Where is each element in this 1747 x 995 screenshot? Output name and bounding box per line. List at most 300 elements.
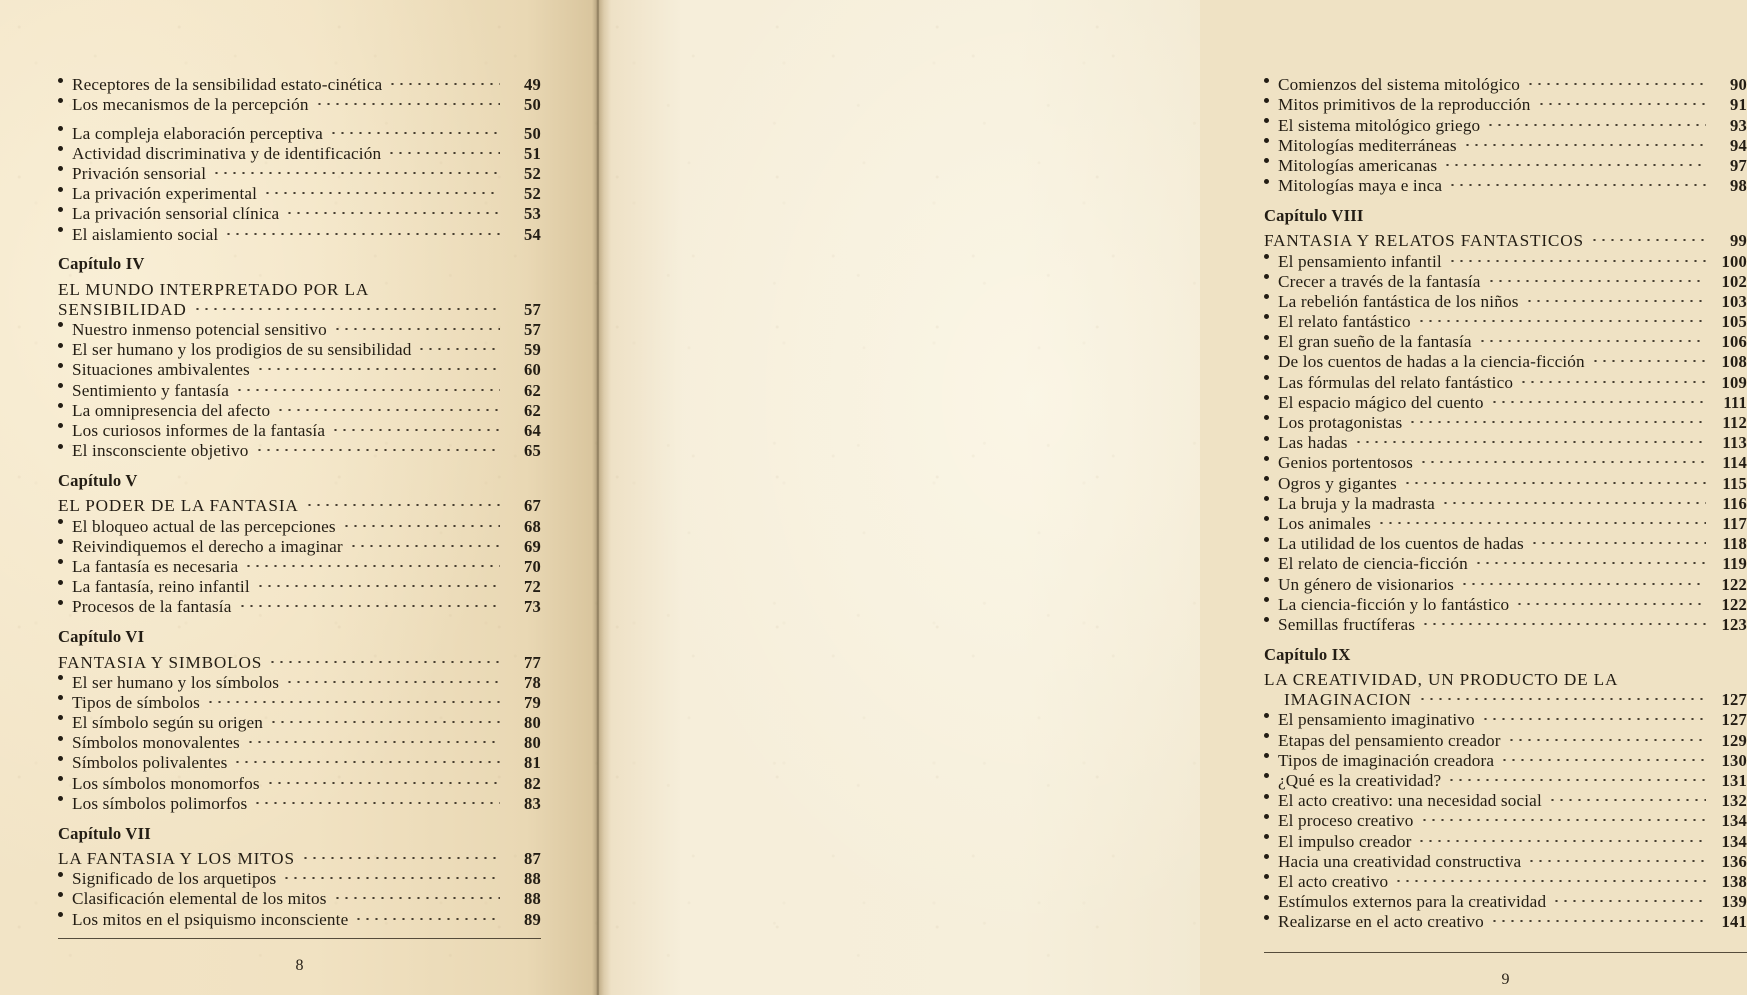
toc-page-number: 88 <box>524 869 541 889</box>
chapter-heading: Capítulo VII <box>58 823 151 843</box>
toc-page-number: 123 <box>1721 614 1747 634</box>
toc-entry-label: ¿Qué es la creatividad? <box>1278 771 1442 790</box>
footer-rule-right <box>1264 952 1747 953</box>
leader-dots <box>285 668 500 688</box>
leader-dots <box>282 864 500 884</box>
bullet-icon <box>1264 415 1278 420</box>
leader-dots <box>266 768 500 788</box>
chapter-title-text: LA CREATIVIDAD, UN PRODUCTO DE LA <box>1264 670 1619 690</box>
leader-dots <box>1448 171 1706 191</box>
leader-dots <box>224 219 500 239</box>
toc-entry-label: Las hadas <box>1278 433 1348 453</box>
toc-page-number: 49 <box>524 75 541 95</box>
toc-entry-label: El bloqueo actual de las percepciones <box>72 516 336 536</box>
toc-entry-label: Receptores de la sensibilidad estato-cinética <box>72 75 383 95</box>
leader-dots <box>233 748 500 768</box>
toc-page-number: 80 <box>524 733 541 753</box>
leader-dots <box>1448 246 1706 266</box>
toc-entry-label: La ciencia-ficción y lo fantástico <box>1278 594 1510 614</box>
leader-dots <box>1519 367 1706 387</box>
toc-entry-label: El insconsciente objetivo <box>72 441 249 461</box>
toc-entry-label: El pensamiento imaginativo <box>1278 710 1475 730</box>
leader-dots <box>244 552 500 572</box>
toc-page-number: 115 <box>1722 473 1747 493</box>
leader-dots <box>1525 287 1706 307</box>
toc-page-number: 72 <box>524 577 541 597</box>
bullet-icon <box>58 207 72 212</box>
bullet-icon <box>58 322 72 327</box>
toc-entry-label: Crecer a través de la fantasía <box>1278 271 1481 291</box>
bullet-icon <box>1264 915 1278 920</box>
toc-entry[interactable] <box>1264 70 1747 95</box>
toc-entry-label: Símbolos monovalentes <box>72 733 240 753</box>
bullet-icon <box>1264 456 1278 461</box>
leader-dots <box>1418 685 1706 705</box>
toc-page-number: 103 <box>1721 291 1747 311</box>
leader-dots <box>1515 590 1706 610</box>
bullet-icon <box>58 343 72 348</box>
toc-entry-label: El gran sueño de la fantasía <box>1278 332 1472 352</box>
leader-dots <box>1490 907 1706 927</box>
leader-dots <box>206 688 500 708</box>
bullet-icon <box>58 363 72 368</box>
toc-page-number: 114 <box>1722 453 1747 473</box>
bullet-icon <box>1264 713 1278 718</box>
chapter-title-row[interactable] <box>1264 226 1747 251</box>
toc-page-number: 138 <box>1721 871 1747 891</box>
toc-page-number: 51 <box>524 143 541 163</box>
toc-entry-label: Tipos de símbolos <box>72 692 200 712</box>
bullet-icon <box>58 715 72 720</box>
bullet-icon <box>1264 179 1278 184</box>
leader-dots <box>1417 307 1706 327</box>
toc-page-number: 136 <box>1721 851 1747 871</box>
bullet-icon <box>58 539 72 544</box>
bullet-icon <box>1264 314 1278 319</box>
leader-dots <box>255 436 500 456</box>
bullet-icon <box>1264 274 1278 279</box>
toc-page-number: 93 <box>1730 115 1747 135</box>
toc-page-number: 112 <box>1722 413 1747 432</box>
leader-dots <box>1421 610 1706 630</box>
bullet-icon <box>58 776 72 781</box>
leader-dots <box>1552 887 1706 907</box>
bullet-icon <box>58 559 72 564</box>
toc-entry-label: Comienzos del sistema mitológico <box>1278 75 1521 95</box>
leader-dots <box>305 491 500 511</box>
toc-entry-label: La rebelión fantástica de los niños <box>1278 291 1519 311</box>
toc-page-number: 90 <box>1730 75 1747 95</box>
toc-page-number: 52 <box>524 184 541 204</box>
bullet-icon <box>1264 516 1278 521</box>
toc-entry-label: Etapas del pensamiento creador <box>1278 730 1501 750</box>
folio-right: 9 <box>1501 971 1510 988</box>
toc-page-number: 80 <box>524 713 541 733</box>
toc-page-number: 82 <box>524 773 541 793</box>
toc-entry-label: Procesos de la fantasía <box>72 597 232 617</box>
toc-entry-label: Nuestro inmenso potencial sensitivo <box>72 320 327 340</box>
toc-entry-label: La omnipresencia del afecto <box>72 400 271 420</box>
chapter-heading: Capítulo IV <box>58 254 145 274</box>
page-left <box>0 0 598 995</box>
toc-page-number: 81 <box>524 753 541 773</box>
chapter-title-row[interactable] <box>58 275 541 299</box>
toc-entry-label: Clasificación elemental de los mitos <box>72 889 327 909</box>
toc-page-number: 122 <box>1721 594 1747 614</box>
toc-entry-label: Los símbolos monomorfos <box>72 773 260 793</box>
toc-entry-label: El símbolo según su origen <box>72 713 264 733</box>
chapter-heading: Capítulo IX <box>1264 644 1351 664</box>
toc-entry-label: El acto creativo <box>1278 871 1389 891</box>
chapter-title-text: LA FANTASIA Y LOS MITOS <box>58 849 295 868</box>
bullet-icon <box>58 600 72 605</box>
toc-entry-label: Realizarse en el acto creativo <box>1278 912 1484 932</box>
folio-left: 8 <box>295 957 304 974</box>
toc-page-number: 118 <box>1722 534 1747 554</box>
toc-page-number: 139 <box>1721 892 1747 912</box>
toc-entry-label: El acto creativo: una necesidad social <box>1278 791 1542 811</box>
leader-dots <box>1527 847 1706 867</box>
leader-dots <box>1478 327 1706 347</box>
leader-dots <box>256 355 500 375</box>
leader-dots <box>333 884 500 904</box>
toc-page-number: 94 <box>1730 135 1747 155</box>
toc-entry-label: Los símbolos polimorfos <box>72 793 248 813</box>
leader-dots <box>333 315 500 335</box>
toc-page-number: 100 <box>1721 251 1747 271</box>
leader-dots <box>1460 569 1706 589</box>
chapter-title-text: IMAGINACION <box>1284 690 1412 710</box>
leader-dots <box>1408 408 1706 428</box>
toc-page-number: 98 <box>1730 176 1747 196</box>
chapter-title-text: FANTASIA Y RELATOS FANTASTICOS <box>1264 231 1584 251</box>
bullet-icon <box>1264 537 1278 542</box>
bullet-icon <box>58 126 72 131</box>
leader-dots <box>1481 705 1706 725</box>
toc-page-number: 54 <box>524 224 541 244</box>
toc-page-number: 87 <box>524 849 541 868</box>
bullet-icon <box>1264 895 1278 900</box>
toc-entry-label: Semillas fructíferas <box>1278 614 1416 634</box>
toc-entry-label: La compleja elaboración perceptiva <box>72 123 323 143</box>
bullet-icon <box>1264 118 1278 123</box>
bullet-icon <box>58 695 72 700</box>
bullet-icon <box>58 187 72 192</box>
leader-dots <box>1474 549 1706 569</box>
leader-dots <box>1443 151 1706 171</box>
bullet-icon <box>1264 294 1278 299</box>
leader-dots <box>387 139 500 159</box>
bullet-icon <box>58 736 72 741</box>
toc-page-number: 70 <box>524 556 541 576</box>
toc-entry-label: La privación experimental <box>72 184 258 204</box>
leader-dots <box>256 572 500 592</box>
leader-dots <box>1591 347 1706 367</box>
toc-entry[interactable] <box>58 118 541 143</box>
bullet-icon <box>1264 773 1278 778</box>
toc-entry-label: Las fórmulas del relato fantástico <box>1278 372 1514 392</box>
bullet-icon <box>1264 138 1278 143</box>
toc-entry-label: Actividad discriminativa y de identificación <box>72 143 382 163</box>
toc-page-number: 89 <box>524 909 541 929</box>
toc-entry-label: El ser humano y los símbolos <box>72 672 280 692</box>
leader-dots <box>268 647 500 667</box>
toc-entry-label: Los curiosos informes de la fantasía <box>72 421 326 440</box>
leader-dots <box>1486 110 1706 130</box>
leader-dots <box>193 295 500 315</box>
toc-page-number: 53 <box>524 204 541 224</box>
toc-entry-label: Los mitos en el psiquismo inconsciente <box>72 909 349 929</box>
toc-entry-label: Estímulos externos para la creatividad <box>1278 892 1547 912</box>
bullet-icon <box>1264 794 1278 799</box>
toc-entry-label: Genios portentosos <box>1278 453 1413 473</box>
toc-page-number: 73 <box>524 597 541 617</box>
toc-page-number: 67 <box>524 496 541 516</box>
toc-entry-label: El relato de ciencia-ficción <box>1278 554 1468 574</box>
toc-entry-label: Mitologías mediterráneas <box>1278 135 1457 155</box>
bullet-icon <box>58 78 72 83</box>
leader-dots <box>1419 448 1706 468</box>
toc-entry-label: La utilidad de los cuentos de hadas <box>1278 534 1524 554</box>
chapter-heading: Capítulo V <box>58 470 138 490</box>
bullet-icon <box>1264 254 1278 259</box>
leader-dots <box>329 118 500 138</box>
leader-dots <box>1420 806 1706 826</box>
bullet-icon <box>58 146 72 151</box>
bullet-icon <box>1264 814 1278 819</box>
toc-page-number: 62 <box>524 400 541 420</box>
toc-page-number: 97 <box>1730 155 1747 175</box>
toc-page-number: 119 <box>1722 554 1747 574</box>
bullet-icon <box>1264 395 1278 400</box>
toc-entry-label: Los animales <box>1278 513 1371 533</box>
chapter-title-row[interactable] <box>1264 665 1747 690</box>
bullet-icon <box>1264 874 1278 879</box>
bullet-icon <box>58 519 72 524</box>
chapter-title-text: EL PODER DE LA FANTASIA <box>58 496 299 516</box>
bullet-icon <box>1264 557 1278 562</box>
bullet-icon <box>1264 78 1278 83</box>
bullet-icon <box>58 444 72 449</box>
bullet-icon <box>58 383 72 388</box>
toc-page-number: 50 <box>524 95 541 115</box>
bullet-icon <box>58 675 72 680</box>
toc-entry-label: El ser humano y los prodigios de su sensibilidad <box>72 340 412 360</box>
toc-page-number: 77 <box>524 652 541 672</box>
bullet-icon <box>1264 854 1278 859</box>
toc-entry-label: Mitos primitivos de la reproducción <box>1278 95 1531 115</box>
toc-page-number: 64 <box>524 421 541 440</box>
leader-dots <box>263 179 500 199</box>
toc-page-number: 99 <box>1730 231 1747 251</box>
bullet-icon <box>58 892 72 897</box>
toc-column-right <box>1264 70 1747 932</box>
toc-page-number: 69 <box>524 536 541 556</box>
leader-dots <box>417 335 500 355</box>
toc-entry-label: El aislamiento social <box>72 224 219 244</box>
bullet-icon <box>1264 158 1278 163</box>
leader-dots <box>1441 489 1706 509</box>
toc-entry-label: Los mecanismos de la percepción <box>72 95 309 115</box>
toc-entry-label: El pensamiento infantil <box>1278 251 1442 271</box>
leader-dots <box>1354 428 1706 448</box>
toc-page-number: 78 <box>524 672 541 692</box>
toc-entry-label: Un género de visionarios <box>1278 574 1454 594</box>
bullet-icon <box>58 98 72 103</box>
paper-texture-right <box>598 0 1200 995</box>
bullet-icon <box>58 796 72 801</box>
leader-dots <box>1377 509 1706 529</box>
toc-entry-label: Hacia una creatividad constructiva <box>1278 851 1522 871</box>
leader-dots <box>1394 867 1706 887</box>
chapter-title-row[interactable] <box>58 844 541 868</box>
toc-page-number: 91 <box>1730 95 1747 115</box>
bullet-icon <box>58 580 72 585</box>
chapter-title-row[interactable] <box>58 647 541 672</box>
toc-page-number: 109 <box>1721 372 1747 392</box>
toc-page-number: 105 <box>1721 312 1747 332</box>
toc-page-number: 117 <box>1722 513 1747 533</box>
leader-dots <box>1507 725 1706 745</box>
chapter-heading: Capítulo VI <box>58 627 145 647</box>
toc-entry-label: El proceso creativo <box>1278 811 1414 831</box>
toc-page-number: 141 <box>1721 912 1747 932</box>
toc-entry-label: De los cuentos de hadas a la ciencia-ficción <box>1278 352 1585 372</box>
toc-page-number: 134 <box>1721 811 1747 831</box>
bullet-icon <box>1264 753 1278 758</box>
leader-dots <box>276 396 500 416</box>
leader-dots <box>354 904 500 924</box>
toc-entry-label: El sistema mitológico griego <box>1278 115 1481 135</box>
leader-dots <box>1403 468 1706 488</box>
toc-entry-label: Privación sensorial <box>72 163 207 183</box>
bullet-icon <box>1264 577 1278 582</box>
toc-entry-label: La bruja y la madrasta <box>1278 493 1435 513</box>
toc-entry-label: Significado de los arquetipos <box>72 869 277 889</box>
toc-page-number: 113 <box>1722 433 1747 453</box>
toc-page-number: 59 <box>524 340 541 360</box>
page-right <box>598 0 1747 995</box>
leader-dots <box>301 844 500 864</box>
bullet-icon <box>58 166 72 171</box>
toc-entry-label: Tipos de imaginación creadora <box>1278 750 1495 770</box>
toc-entry[interactable] <box>58 70 541 95</box>
toc-entry-label: Símbolos polivalentes <box>72 753 228 773</box>
chapter-title-row[interactable] <box>58 491 541 516</box>
toc-page-number: 57 <box>524 320 541 340</box>
toc-page-number: 83 <box>524 793 541 813</box>
toc-page-number: 62 <box>524 380 541 400</box>
bullet-icon <box>1264 355 1278 360</box>
toc-entry-label: Mitologías maya e inca <box>1278 176 1443 196</box>
toc-page-number: 102 <box>1721 271 1747 291</box>
toc-entry-label: El relato fantástico <box>1278 312 1411 332</box>
toc-page-number: 50 <box>524 123 541 143</box>
leader-dots <box>1447 766 1706 786</box>
toc-page-number: 127 <box>1721 710 1747 730</box>
toc-entry-label: Mitologías americanas <box>1278 155 1438 175</box>
toc-page-number: 116 <box>1722 493 1747 513</box>
bullet-icon <box>58 912 72 917</box>
toc-page-number: 129 <box>1721 730 1747 750</box>
bullet-icon <box>1264 496 1278 501</box>
leader-dots <box>1530 529 1706 549</box>
toc-page-number: 52 <box>524 163 541 183</box>
leader-dots <box>238 592 500 612</box>
toc-page-number: 122 <box>1721 574 1747 594</box>
toc-entry-label: Ogros y gigantes <box>1278 473 1397 493</box>
leader-dots <box>1500 746 1706 766</box>
toc-entry-label: Situaciones ambivalentes <box>72 360 250 380</box>
bullet-icon <box>1264 617 1278 622</box>
toc-page-number: 106 <box>1721 332 1747 352</box>
leader-dots <box>315 90 500 110</box>
toc-entry-label: Sentimiento y fantasía <box>72 380 229 400</box>
toc-page-number: 65 <box>524 441 541 461</box>
toc-entry-label: Los protagonistas <box>1278 413 1403 432</box>
toc-page-number: 79 <box>524 692 541 712</box>
toc-page-number: 111 <box>1723 392 1747 412</box>
leader-dots <box>331 416 500 436</box>
toc-page-number: 131 <box>1721 771 1747 790</box>
leader-dots <box>1537 90 1706 110</box>
bullet-icon <box>1264 733 1278 738</box>
leader-dots <box>1490 388 1706 408</box>
toc-entry-label: La privación sensorial clínica <box>72 204 280 224</box>
bullet-icon <box>1264 335 1278 340</box>
leader-dots <box>1590 226 1706 246</box>
leader-dots <box>246 728 500 748</box>
toc-entry-label: Reivindiquemos el derecho a imaginar <box>72 536 343 556</box>
toc-entry-label: La fantasía es necesaria <box>72 556 239 576</box>
leader-dots <box>1417 826 1706 846</box>
chapter-title-text: SENSIBILIDAD <box>58 299 187 319</box>
bullet-icon <box>1264 98 1278 103</box>
toc-entry-label: El impulso creador <box>1278 831 1412 851</box>
chapter-heading: Capítulo VIII <box>1264 205 1364 225</box>
leader-dots <box>1548 786 1706 806</box>
leader-dots <box>212 159 500 179</box>
toc-column-left <box>58 70 541 929</box>
toc-page-number: 127 <box>1721 690 1747 710</box>
leader-dots <box>1463 131 1706 151</box>
toc-page-number: 130 <box>1721 750 1747 770</box>
leader-dots <box>388 70 500 90</box>
leader-dots <box>1526 70 1706 90</box>
leader-dots <box>1487 267 1706 287</box>
leader-dots <box>349 532 500 552</box>
leader-dots <box>342 511 500 531</box>
toc-page-number: 108 <box>1721 352 1747 372</box>
bullet-icon <box>58 423 72 428</box>
toc-page-number: 132 <box>1721 791 1747 811</box>
bullet-icon <box>58 756 72 761</box>
bullet-icon <box>58 403 72 408</box>
bullet-icon <box>1264 476 1278 481</box>
toc-entry-label: El espacio mágico del cuento <box>1278 392 1484 412</box>
toc-page-number: 68 <box>524 516 541 536</box>
leader-dots <box>269 708 500 728</box>
bullet-icon <box>1264 436 1278 441</box>
leader-dots <box>235 375 500 395</box>
bullet-icon <box>58 872 72 877</box>
bullet-icon <box>58 227 72 232</box>
chapter-title-text: FANTASIA Y SIMBOLOS <box>58 652 263 672</box>
toc-page-number: 134 <box>1721 831 1747 851</box>
leader-dots <box>285 199 500 219</box>
bullet-icon <box>1264 597 1278 602</box>
chapter-title-text: EL MUNDO INTERPRETADO POR LA <box>58 279 370 299</box>
